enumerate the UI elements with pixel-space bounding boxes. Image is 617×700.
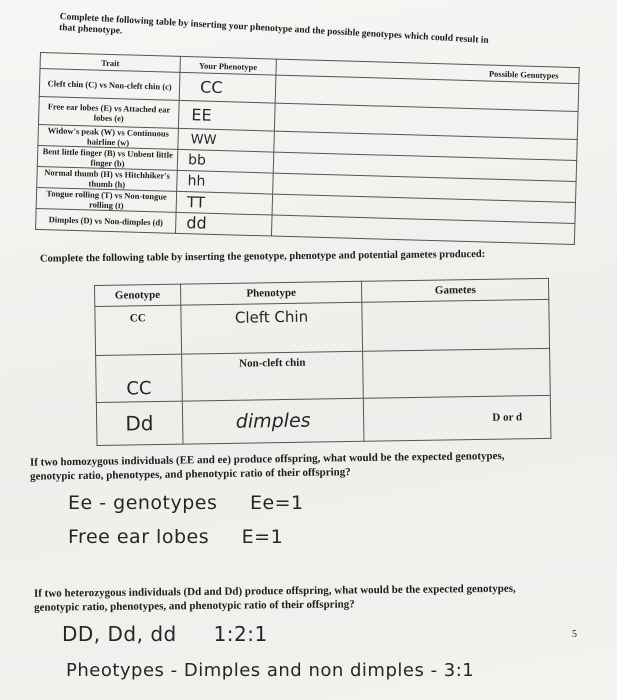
answer-2-line-1 <box>62 622 268 646</box>
phenotype-cell[interactable]: bb <box>177 149 273 173</box>
gametes-cell[interactable] <box>363 348 550 398</box>
trait-cell: Dimples (D) vs Non-dimples (d) <box>36 208 177 233</box>
table-row <box>96 395 551 445</box>
instructions-2: Complete the following table by inserting the genotype, phenotype and potential gametes produced: <box>39 248 486 265</box>
answer-1-phenotypes: Free ear lobes <box>68 526 210 548</box>
page-number: 5 <box>572 629 577 640</box>
genotype-cell: CC <box>95 305 181 355</box>
answer-1-line-1 <box>68 492 304 514</box>
gametes-cell[interactable] <box>362 299 549 351</box>
trait-cell: Bent little finger (B) vs Unbent little finger (b) <box>37 145 178 170</box>
trait-cell: Tongue rolling (T) vs Non-tongue rolling (t) <box>36 187 177 212</box>
answer-1-phenotype-ratio: E=1 <box>241 526 284 548</box>
phenotype-cell[interactable]: dimples <box>182 398 364 444</box>
table-row <box>96 348 551 402</box>
answer-2-ratio: 1:2:1 <box>213 622 268 646</box>
trait-cell: Widow's peak (W) vs Continuous hairline (w) <box>38 124 179 149</box>
question-1: If two homozygous individuals (EE and ee) produce offspring, what would be the expected genotypes, genotypic ratio, phenotypes, and phenotypic ratio of their offspring? <box>29 450 505 483</box>
header-trait: Trait <box>40 53 181 73</box>
traits-table <box>35 52 580 245</box>
instructions-1: Complete the following table by inserting your phenotype and the possible genotypes which could result in that phenotype. <box>58 12 489 46</box>
phenotype-cell[interactable]: EE <box>179 100 275 131</box>
phenotype-cell[interactable]: CC <box>179 72 275 103</box>
answer-1-ratio: Ee=1 <box>249 492 304 514</box>
gametes-cell: D or d <box>364 395 551 441</box>
question-2: If two heterozygous individuals (Dd and Dd) produce offspring, what would be the expected genotypes, genotypic ratio, phenotypes, and phenotypic ratio of their offspring? <box>33 582 516 614</box>
header-genotype: Genotype <box>95 284 181 306</box>
phenotype-cell[interactable]: WW <box>178 128 274 152</box>
phenotype-cell[interactable]: hh <box>177 170 273 194</box>
trait-cell: Normal thumb (H) vs Hitchhiker's thumb (h) <box>37 166 178 191</box>
phenotype-cell[interactable]: Cleft Chin <box>180 302 363 354</box>
answer-2-genotypes: DD, Dd, dd <box>62 622 177 646</box>
genotype-phenotype-table <box>94 278 551 446</box>
answer-1-line-2 <box>68 526 283 548</box>
header-gametes: Gametes <box>362 278 549 302</box>
genotype-cell[interactable]: Dd <box>96 401 182 445</box>
phenotype-cell[interactable]: dd <box>176 212 272 236</box>
header-possible-genotypes: Possible Genotypes <box>275 59 579 83</box>
phenotype-cell: Non-cleft chin <box>181 351 364 401</box>
phenotype-cell[interactable]: TT <box>176 191 272 215</box>
trait-cell: Cleft chin (C) vs Non-cleft chin (c) <box>39 69 180 101</box>
header-phenotype: Phenotype <box>180 281 362 305</box>
answer-1-genotypes: Ee - genotypes <box>68 492 218 514</box>
answer-2-line-2: Pheotypes - Dimples and non dimples - 3:1 <box>66 660 475 681</box>
table-row <box>95 299 550 355</box>
trait-cell: Free ear lobes (E) vs Attached ear lobes (e) <box>38 96 179 128</box>
header-your-phenotype: Your Phenotype <box>180 56 276 75</box>
genotype-cell[interactable]: CC <box>96 354 182 402</box>
